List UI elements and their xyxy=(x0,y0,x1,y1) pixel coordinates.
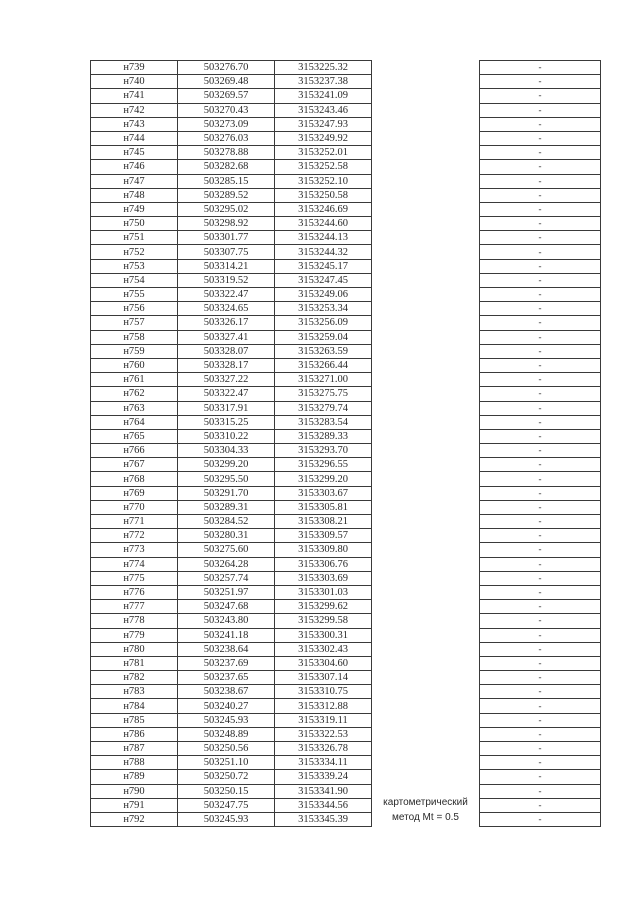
x-coordinate-cell: 503327.22 xyxy=(178,373,275,387)
point-name-cell: н740 xyxy=(91,75,178,89)
y-coordinate-cell: 3153341.90 xyxy=(275,784,372,798)
accuracy-mark-cell: - xyxy=(480,330,601,344)
point-name-cell: н756 xyxy=(91,302,178,316)
accuracy-mark-cell: - xyxy=(480,742,601,756)
table-row xyxy=(91,117,601,131)
accuracy-mark-cell: - xyxy=(480,458,601,472)
accuracy-mark-cell: - xyxy=(480,500,601,514)
accuracy-mark-cell: - xyxy=(480,89,601,103)
accuracy-mark-cell: - xyxy=(480,146,601,160)
accuracy-mark-cell: - xyxy=(480,373,601,387)
table-row xyxy=(91,202,601,216)
point-name-cell: н748 xyxy=(91,188,178,202)
y-coordinate-cell: 3153306.76 xyxy=(275,557,372,571)
y-coordinate-cell: 3153303.67 xyxy=(275,486,372,500)
y-coordinate-cell: 3153249.06 xyxy=(275,288,372,302)
table-row xyxy=(91,585,601,599)
y-coordinate-cell: 3153256.09 xyxy=(275,316,372,330)
table-row xyxy=(91,614,601,628)
table-row xyxy=(91,784,601,798)
accuracy-mark-cell: - xyxy=(480,798,601,812)
x-coordinate-cell: 503238.67 xyxy=(178,685,275,699)
x-coordinate-cell: 503269.57 xyxy=(178,89,275,103)
table-row xyxy=(91,288,601,302)
table-row xyxy=(91,756,601,770)
accuracy-mark-cell: - xyxy=(480,727,601,741)
table-row xyxy=(91,557,601,571)
point-name-cell: н751 xyxy=(91,231,178,245)
x-coordinate-cell: 503280.31 xyxy=(178,529,275,543)
table-row xyxy=(91,671,601,685)
point-name-cell: н745 xyxy=(91,146,178,160)
x-coordinate-cell: 503251.10 xyxy=(178,756,275,770)
x-coordinate-cell: 503298.92 xyxy=(178,217,275,231)
table-row xyxy=(91,656,601,670)
accuracy-mark-cell: - xyxy=(480,188,601,202)
table-row xyxy=(91,75,601,89)
point-name-cell: н788 xyxy=(91,756,178,770)
x-coordinate-cell: 503328.17 xyxy=(178,358,275,372)
table-row xyxy=(91,429,601,443)
table-row xyxy=(91,131,601,145)
accuracy-mark-cell: - xyxy=(480,585,601,599)
point-name-cell: н759 xyxy=(91,344,178,358)
x-coordinate-cell: 503240.27 xyxy=(178,699,275,713)
x-coordinate-cell: 503289.31 xyxy=(178,500,275,514)
point-name-cell: н789 xyxy=(91,770,178,784)
point-name-cell: н754 xyxy=(91,273,178,287)
y-coordinate-cell: 3153246.69 xyxy=(275,202,372,216)
y-coordinate-cell: 3153304.60 xyxy=(275,656,372,670)
x-coordinate-cell: 503247.75 xyxy=(178,798,275,812)
table-row xyxy=(91,174,601,188)
point-name-cell: н765 xyxy=(91,429,178,443)
point-name-cell: н746 xyxy=(91,160,178,174)
accuracy-mark-cell: - xyxy=(480,131,601,145)
x-coordinate-cell: 503237.69 xyxy=(178,656,275,670)
y-coordinate-cell: 3153249.92 xyxy=(275,131,372,145)
point-name-cell: н749 xyxy=(91,202,178,216)
point-name-cell: н792 xyxy=(91,812,178,826)
x-coordinate-cell: 503250.15 xyxy=(178,784,275,798)
y-coordinate-cell: 3153344.56 xyxy=(275,798,372,812)
table-row xyxy=(91,188,601,202)
table-row xyxy=(91,61,601,75)
point-name-cell: н769 xyxy=(91,486,178,500)
y-coordinate-cell: 3153241.09 xyxy=(275,89,372,103)
point-name-cell: н752 xyxy=(91,245,178,259)
accuracy-mark-cell: - xyxy=(480,614,601,628)
x-coordinate-cell: 503322.47 xyxy=(178,387,275,401)
table-row xyxy=(91,160,601,174)
accuracy-mark-cell: - xyxy=(480,117,601,131)
x-coordinate-cell: 503299.20 xyxy=(178,458,275,472)
accuracy-mark-cell: - xyxy=(480,472,601,486)
y-coordinate-cell: 3153296.55 xyxy=(275,458,372,472)
x-coordinate-cell: 503276.03 xyxy=(178,131,275,145)
accuracy-mark-cell: - xyxy=(480,387,601,401)
x-coordinate-cell: 503301.77 xyxy=(178,231,275,245)
table-row xyxy=(91,302,601,316)
method-accuracy-label: метод Mt = 0.5 xyxy=(392,811,459,823)
y-coordinate-cell: 3153244.32 xyxy=(275,245,372,259)
x-coordinate-cell: 503245.93 xyxy=(178,812,275,826)
accuracy-mark-cell: - xyxy=(480,812,601,826)
table-row xyxy=(91,387,601,401)
accuracy-mark-cell: - xyxy=(480,231,601,245)
table-row xyxy=(91,444,601,458)
table-row xyxy=(91,458,601,472)
table-row xyxy=(91,742,601,756)
point-name-cell: н776 xyxy=(91,585,178,599)
point-name-cell: н772 xyxy=(91,529,178,543)
point-name-cell: н766 xyxy=(91,444,178,458)
y-coordinate-cell: 3153283.54 xyxy=(275,415,372,429)
x-coordinate-cell: 503273.09 xyxy=(178,117,275,131)
x-coordinate-cell: 503327.41 xyxy=(178,330,275,344)
x-coordinate-cell: 503319.52 xyxy=(178,273,275,287)
y-coordinate-cell: 3153259.04 xyxy=(275,330,372,344)
x-coordinate-cell: 503247.68 xyxy=(178,600,275,614)
y-coordinate-cell: 3153345.39 xyxy=(275,812,372,826)
accuracy-mark-cell: - xyxy=(480,557,601,571)
table-row xyxy=(91,358,601,372)
x-coordinate-cell: 503304.33 xyxy=(178,444,275,458)
x-coordinate-cell: 503275.60 xyxy=(178,543,275,557)
table-row xyxy=(91,529,601,543)
accuracy-mark-cell: - xyxy=(480,756,601,770)
table-row xyxy=(91,515,601,529)
point-name-cell: н771 xyxy=(91,515,178,529)
y-coordinate-cell: 3153307.14 xyxy=(275,671,372,685)
method-cell xyxy=(372,61,480,827)
accuracy-mark-cell: - xyxy=(480,202,601,216)
table-row xyxy=(91,770,601,784)
accuracy-mark-cell: - xyxy=(480,103,601,117)
y-coordinate-cell: 3153310.75 xyxy=(275,685,372,699)
y-coordinate-cell: 3153252.10 xyxy=(275,174,372,188)
table-row xyxy=(91,273,601,287)
accuracy-mark-cell: - xyxy=(480,784,601,798)
accuracy-mark-cell: - xyxy=(480,444,601,458)
y-coordinate-cell: 3153247.45 xyxy=(275,273,372,287)
point-name-cell: н779 xyxy=(91,628,178,642)
accuracy-mark-cell: - xyxy=(480,358,601,372)
table-row xyxy=(91,543,601,557)
table-row xyxy=(91,798,601,812)
accuracy-mark-cell: - xyxy=(480,699,601,713)
y-coordinate-cell: 3153300.31 xyxy=(275,628,372,642)
x-coordinate-cell: 503324.65 xyxy=(178,302,275,316)
accuracy-mark-cell: - xyxy=(480,401,601,415)
point-name-cell: н787 xyxy=(91,742,178,756)
accuracy-mark-cell: - xyxy=(480,713,601,727)
accuracy-mark-cell: - xyxy=(480,600,601,614)
y-coordinate-cell: 3153243.46 xyxy=(275,103,372,117)
x-coordinate-cell: 503310.22 xyxy=(178,429,275,443)
point-name-cell: н785 xyxy=(91,713,178,727)
point-name-cell: н750 xyxy=(91,217,178,231)
accuracy-mark-cell: - xyxy=(480,245,601,259)
accuracy-mark-cell: - xyxy=(480,288,601,302)
accuracy-mark-cell: - xyxy=(480,415,601,429)
x-coordinate-cell: 503276.70 xyxy=(178,61,275,75)
table-row xyxy=(91,812,601,826)
point-name-cell: н775 xyxy=(91,571,178,585)
table-row xyxy=(91,259,601,273)
y-coordinate-cell: 3153225.32 xyxy=(275,61,372,75)
accuracy-mark-cell: - xyxy=(480,174,601,188)
accuracy-mark-cell: - xyxy=(480,770,601,784)
table-row xyxy=(91,103,601,117)
table-row xyxy=(91,401,601,415)
y-coordinate-cell: 3153308.21 xyxy=(275,515,372,529)
point-name-cell: н739 xyxy=(91,61,178,75)
table-row xyxy=(91,628,601,642)
x-coordinate-cell: 503295.02 xyxy=(178,202,275,216)
accuracy-mark-cell: - xyxy=(480,628,601,642)
table-row xyxy=(91,245,601,259)
x-coordinate-cell: 503250.56 xyxy=(178,742,275,756)
accuracy-mark-cell: - xyxy=(480,302,601,316)
x-coordinate-cell: 503282.68 xyxy=(178,160,275,174)
point-name-cell: н747 xyxy=(91,174,178,188)
accuracy-mark-cell: - xyxy=(480,61,601,75)
x-coordinate-cell: 503328.07 xyxy=(178,344,275,358)
y-coordinate-cell: 3153244.60 xyxy=(275,217,372,231)
x-coordinate-cell: 503295.50 xyxy=(178,472,275,486)
x-coordinate-cell: 503278.88 xyxy=(178,146,275,160)
table-row xyxy=(91,571,601,585)
y-coordinate-cell: 3153275.75 xyxy=(275,387,372,401)
y-coordinate-cell: 3153237.38 xyxy=(275,75,372,89)
point-name-cell: н781 xyxy=(91,656,178,670)
y-coordinate-cell: 3153271.00 xyxy=(275,373,372,387)
y-coordinate-cell: 3153250.58 xyxy=(275,188,372,202)
x-coordinate-cell: 503248.89 xyxy=(178,727,275,741)
point-name-cell: н762 xyxy=(91,387,178,401)
accuracy-mark-cell: - xyxy=(480,571,601,585)
y-coordinate-cell: 3153302.43 xyxy=(275,642,372,656)
table-row xyxy=(91,600,601,614)
point-name-cell: н782 xyxy=(91,671,178,685)
accuracy-mark-cell: - xyxy=(480,316,601,330)
table-row xyxy=(91,699,601,713)
coordinates-table-body xyxy=(91,61,601,827)
x-coordinate-cell: 503245.93 xyxy=(178,713,275,727)
y-coordinate-cell: 3153299.62 xyxy=(275,600,372,614)
y-coordinate-cell: 3153245.17 xyxy=(275,259,372,273)
point-name-cell: н791 xyxy=(91,798,178,812)
point-name-cell: н764 xyxy=(91,415,178,429)
table-row xyxy=(91,713,601,727)
accuracy-mark-cell: - xyxy=(480,529,601,543)
y-coordinate-cell: 3153247.93 xyxy=(275,117,372,131)
point-name-cell: н755 xyxy=(91,288,178,302)
point-name-cell: н753 xyxy=(91,259,178,273)
coordinates-table xyxy=(90,60,601,827)
y-coordinate-cell: 3153253.34 xyxy=(275,302,372,316)
table-row xyxy=(91,472,601,486)
point-name-cell: н743 xyxy=(91,117,178,131)
accuracy-mark-cell: - xyxy=(480,656,601,670)
y-coordinate-cell: 3153312.88 xyxy=(275,699,372,713)
point-name-cell: н780 xyxy=(91,642,178,656)
x-coordinate-cell: 503291.70 xyxy=(178,486,275,500)
table-row xyxy=(91,415,601,429)
point-name-cell: н786 xyxy=(91,727,178,741)
y-coordinate-cell: 3153309.57 xyxy=(275,529,372,543)
x-coordinate-cell: 503238.64 xyxy=(178,642,275,656)
table-row xyxy=(91,344,601,358)
x-coordinate-cell: 503317.91 xyxy=(178,401,275,415)
y-coordinate-cell: 3153293.70 xyxy=(275,444,372,458)
point-name-cell: н757 xyxy=(91,316,178,330)
accuracy-mark-cell: - xyxy=(480,160,601,174)
x-coordinate-cell: 503264.28 xyxy=(178,557,275,571)
point-name-cell: н784 xyxy=(91,699,178,713)
table-row xyxy=(91,373,601,387)
table-row xyxy=(91,642,601,656)
accuracy-mark-cell: - xyxy=(480,642,601,656)
point-name-cell: н768 xyxy=(91,472,178,486)
method-label: картометрический xyxy=(383,796,468,808)
accuracy-mark-cell: - xyxy=(480,685,601,699)
y-coordinate-cell: 3153305.81 xyxy=(275,500,372,514)
accuracy-mark-cell: - xyxy=(480,671,601,685)
x-coordinate-cell: 503289.52 xyxy=(178,188,275,202)
point-name-cell: н763 xyxy=(91,401,178,415)
table-row xyxy=(91,727,601,741)
y-coordinate-cell: 3153322.53 xyxy=(275,727,372,741)
table-row xyxy=(91,89,601,103)
x-coordinate-cell: 503243.80 xyxy=(178,614,275,628)
table-row xyxy=(91,217,601,231)
y-coordinate-cell: 3153301.03 xyxy=(275,585,372,599)
y-coordinate-cell: 3153309.80 xyxy=(275,543,372,557)
table-row xyxy=(91,500,601,514)
y-coordinate-cell: 3153319.11 xyxy=(275,713,372,727)
point-name-cell: н773 xyxy=(91,543,178,557)
x-coordinate-cell: 503257.74 xyxy=(178,571,275,585)
y-coordinate-cell: 3153334.11 xyxy=(275,756,372,770)
y-coordinate-cell: 3153244.13 xyxy=(275,231,372,245)
point-name-cell: н744 xyxy=(91,131,178,145)
point-name-cell: н767 xyxy=(91,458,178,472)
y-coordinate-cell: 3153252.01 xyxy=(275,146,372,160)
table-row xyxy=(91,685,601,699)
table-row xyxy=(91,316,601,330)
y-coordinate-cell: 3153263.59 xyxy=(275,344,372,358)
y-coordinate-cell: 3153266.44 xyxy=(275,358,372,372)
x-coordinate-cell: 503241.18 xyxy=(178,628,275,642)
x-coordinate-cell: 503326.17 xyxy=(178,316,275,330)
point-name-cell: н778 xyxy=(91,614,178,628)
point-name-cell: н761 xyxy=(91,373,178,387)
accuracy-mark-cell: - xyxy=(480,259,601,273)
point-name-cell: н758 xyxy=(91,330,178,344)
y-coordinate-cell: 3153289.33 xyxy=(275,429,372,443)
accuracy-mark-cell: - xyxy=(480,217,601,231)
accuracy-mark-cell: - xyxy=(480,486,601,500)
point-name-cell: н760 xyxy=(91,358,178,372)
x-coordinate-cell: 503250.72 xyxy=(178,770,275,784)
point-name-cell: н774 xyxy=(91,557,178,571)
x-coordinate-cell: 503237.65 xyxy=(178,671,275,685)
y-coordinate-cell: 3153303.69 xyxy=(275,571,372,585)
x-coordinate-cell: 503314.21 xyxy=(178,259,275,273)
accuracy-mark-cell: - xyxy=(480,515,601,529)
point-name-cell: н770 xyxy=(91,500,178,514)
y-coordinate-cell: 3153252.58 xyxy=(275,160,372,174)
table-row xyxy=(91,486,601,500)
x-coordinate-cell: 503315.25 xyxy=(178,415,275,429)
y-coordinate-cell: 3153326.78 xyxy=(275,742,372,756)
x-coordinate-cell: 503270.43 xyxy=(178,103,275,117)
x-coordinate-cell: 503284.52 xyxy=(178,515,275,529)
y-coordinate-cell: 3153299.58 xyxy=(275,614,372,628)
y-coordinate-cell: 3153279.74 xyxy=(275,401,372,415)
x-coordinate-cell: 503269.48 xyxy=(178,75,275,89)
point-name-cell: н741 xyxy=(91,89,178,103)
accuracy-mark-cell: - xyxy=(480,344,601,358)
x-coordinate-cell: 503322.47 xyxy=(178,288,275,302)
y-coordinate-cell: 3153339.24 xyxy=(275,770,372,784)
point-name-cell: н742 xyxy=(91,103,178,117)
point-name-cell: н777 xyxy=(91,600,178,614)
accuracy-mark-cell: - xyxy=(480,543,601,557)
accuracy-mark-cell: - xyxy=(480,429,601,443)
y-coordinate-cell: 3153299.20 xyxy=(275,472,372,486)
accuracy-mark-cell: - xyxy=(480,75,601,89)
point-name-cell: н783 xyxy=(91,685,178,699)
x-coordinate-cell: 503285.15 xyxy=(178,174,275,188)
table-row xyxy=(91,146,601,160)
x-coordinate-cell: 503307.75 xyxy=(178,245,275,259)
point-name-cell: н790 xyxy=(91,784,178,798)
x-coordinate-cell: 503251.97 xyxy=(178,585,275,599)
table-row xyxy=(91,330,601,344)
accuracy-mark-cell: - xyxy=(480,273,601,287)
table-row xyxy=(91,231,601,245)
